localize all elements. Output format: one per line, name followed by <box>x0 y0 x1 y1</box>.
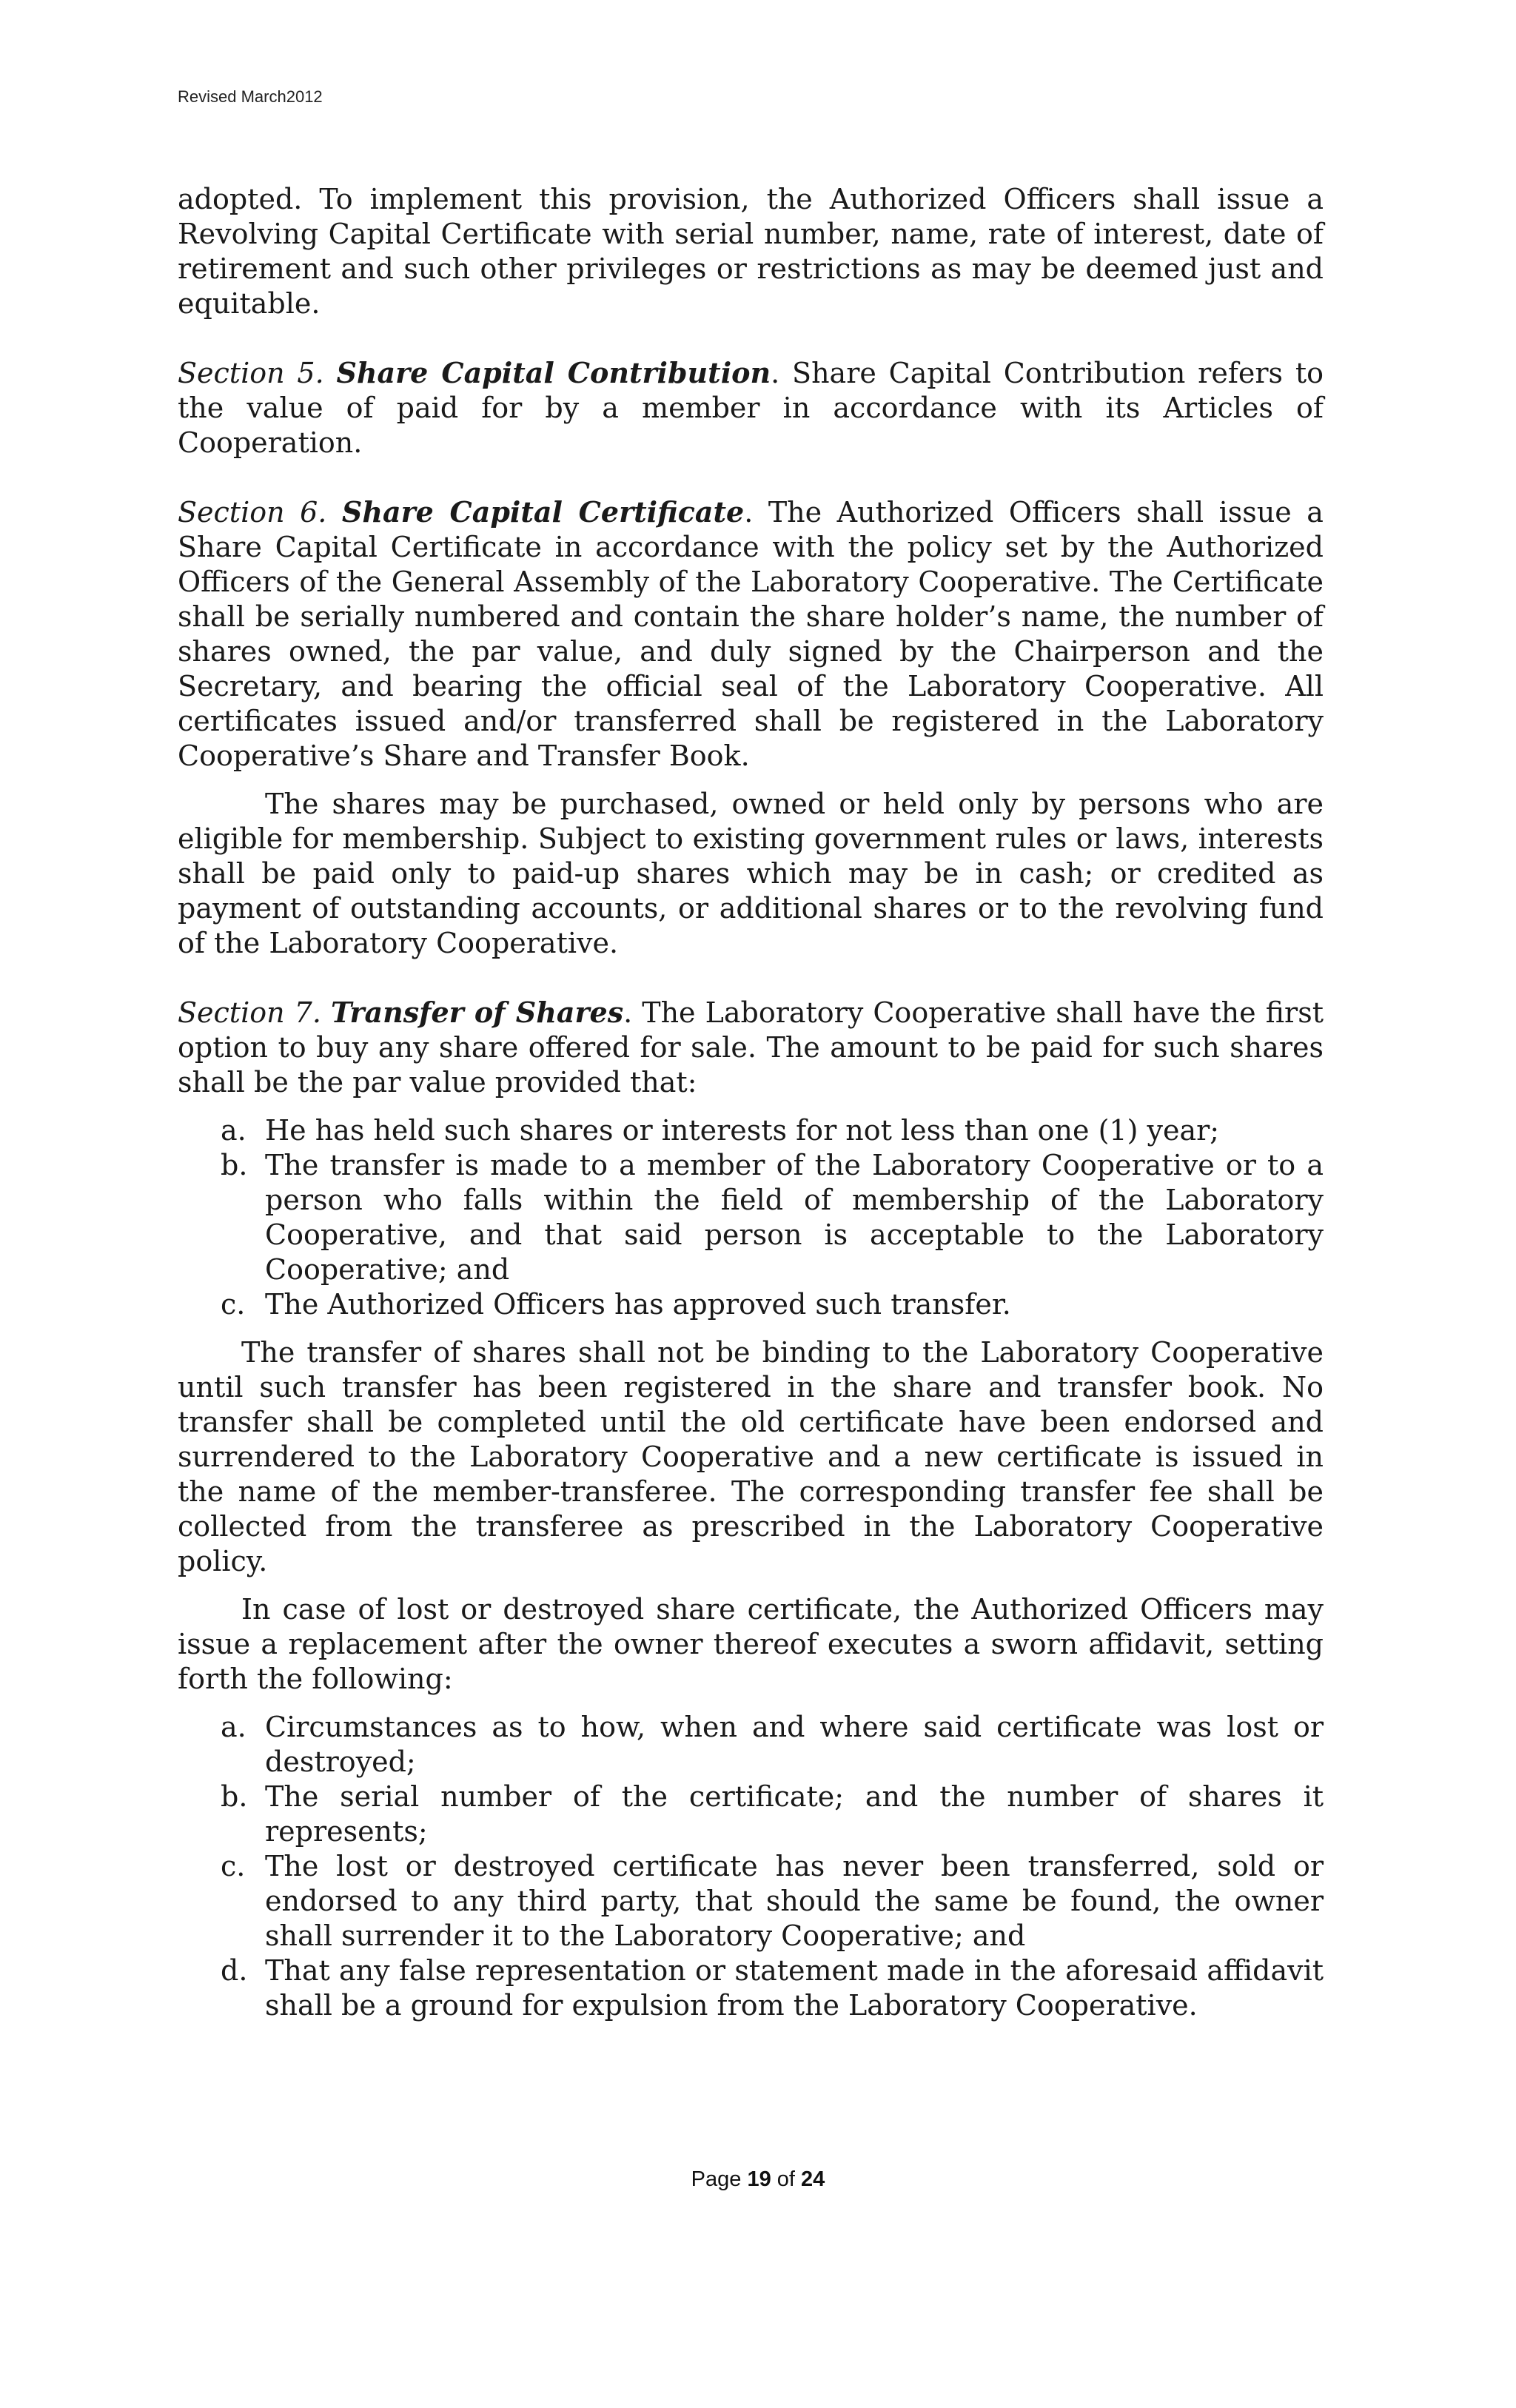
section-6-title: Share Capital Certificate <box>341 495 745 529</box>
section-6-body: . The Authorized Officers shall issue a Share Capital Certificate in accordance with the policy set by the Authorized Officers of the General Assembly of the Laboratory Cooperative. The Certificate shall be serially numbered and contain the share holder’s name, the number of shares owned, the par value, and duly signed by the Chairperson and the Secretary, and bearing the official seal of the Laboratory Cooperative. All certificates issued and/or transferred shall be registered in the Laboratory Cooperative’s Share and Transfer Book. <box>178 496 1324 772</box>
section-5-body: . Share Capital Contribution refers to the value of paid for by a member in accordance with its Articles of Cooperation. <box>178 357 1324 459</box>
section-6-paragraph <box>178 494 1324 774</box>
document-body <box>178 182 1324 2023</box>
section-5-label: Section 5. <box>178 357 324 389</box>
section-7-title: Transfer of Shares <box>330 996 624 1029</box>
list-marker: a. <box>221 1114 246 1147</box>
affidavit-items-list <box>178 1710 1324 2023</box>
list-item-text: The Authorized Officers has approved such transfer. <box>265 1288 1011 1321</box>
list-item-text: That any false representation or statement made in the aforesaid affidavit shall be a ground for expulsion from the Laboratory Cooperative. <box>265 1954 1324 2022</box>
total-page-count: 24 <box>801 2167 825 2191</box>
of-word: of <box>777 2167 795 2191</box>
list-marker: c. <box>221 1288 246 1321</box>
list-item <box>178 1287 1324 1322</box>
section-6-label: Section 6. <box>178 496 327 529</box>
intro-paragraph: adopted. To implement this provision, the Authorized Officers shall issue a Revolving Capital Certificate with serial number, name, rate of interest, date of retirement and such other privileges or restrictions as may be deemed just and equitable. <box>178 183 1324 320</box>
revision-header: Revised March2012 <box>178 87 323 106</box>
list-item-text: He has held such shares or interests for not less than one (1) year; <box>265 1114 1220 1147</box>
list-item-text: Circumstances as to how, when and where said certificate was lost or destroyed; <box>265 1711 1324 1778</box>
lost-certificate-paragraph: In case of lost or destroyed share certificate, the Authorized Officers may issue a replacement after the owner thereof executes a sworn affidavit, setting forth the following: <box>178 1593 1324 1695</box>
list-item <box>178 1710 1324 1780</box>
transfer-binding-paragraph: The transfer of shares shall not be binding to the Laboratory Cooperative until such transfer has been registered in the share and transfer book. No transfer shall be completed until the old certificate have been endorsed and surrendered to the Laboratory Cooperative and a new certificate is issued in the name of the member-transferee. The corresponding transfer fee shall be collected from the transferee as prescribed in the Laboratory Cooperative policy. <box>178 1336 1324 1577</box>
list-marker: b. <box>221 1780 248 1813</box>
list-item-text: The serial number of the certificate; and the number of shares it represents; <box>265 1780 1324 1848</box>
list-marker: c. <box>221 1850 246 1882</box>
transfer-conditions-list <box>178 1113 1324 1322</box>
section-5-title: Share Capital Contribution <box>336 356 771 389</box>
list-item <box>178 1849 1324 1953</box>
list-item <box>178 1148 1324 1287</box>
section-7-paragraph <box>178 995 1324 1100</box>
page-word: Page <box>691 2167 742 2191</box>
section-6-shares-paragraph: The shares may be purchased, owned or held only by persons who are eligible for membership. Subject to existing government rules or laws, interests shall be paid only to paid-up shares which may be in cash; or credited as payment of outstanding accounts, or additional shares or to the revolving fund of the Laboratory Cooperative. <box>178 788 1324 959</box>
list-item-text: The lost or destroyed certificate has never been transferred, sold or endorsed to any third party, that should the same be found, the owner shall surrender it to the Laboratory Cooperative; and <box>265 1850 1324 1952</box>
list-item <box>178 1780 1324 1849</box>
section-7-body: . The Laboratory Cooperative shall have the first option to buy any share offered for sale. The amount to be paid for such shares shall be the par value provided that: <box>178 996 1324 1099</box>
page-number-footer <box>0 2167 1516 2192</box>
section-5-paragraph <box>178 355 1324 460</box>
list-marker: a. <box>221 1711 246 1743</box>
current-page-number: 19 <box>747 2167 771 2191</box>
list-item-text: The transfer is made to a member of the Laboratory Cooperative or to a person who falls within the field of membership of the Laboratory Cooperative, and that said person is acceptable to the Laboratory Cooperative; and <box>265 1149 1324 1286</box>
list-marker: d. <box>221 1954 248 1987</box>
list-item <box>178 1113 1324 1148</box>
list-item <box>178 1953 1324 2023</box>
section-7-label: Section 7. <box>178 996 321 1029</box>
list-marker: b. <box>221 1149 248 1181</box>
